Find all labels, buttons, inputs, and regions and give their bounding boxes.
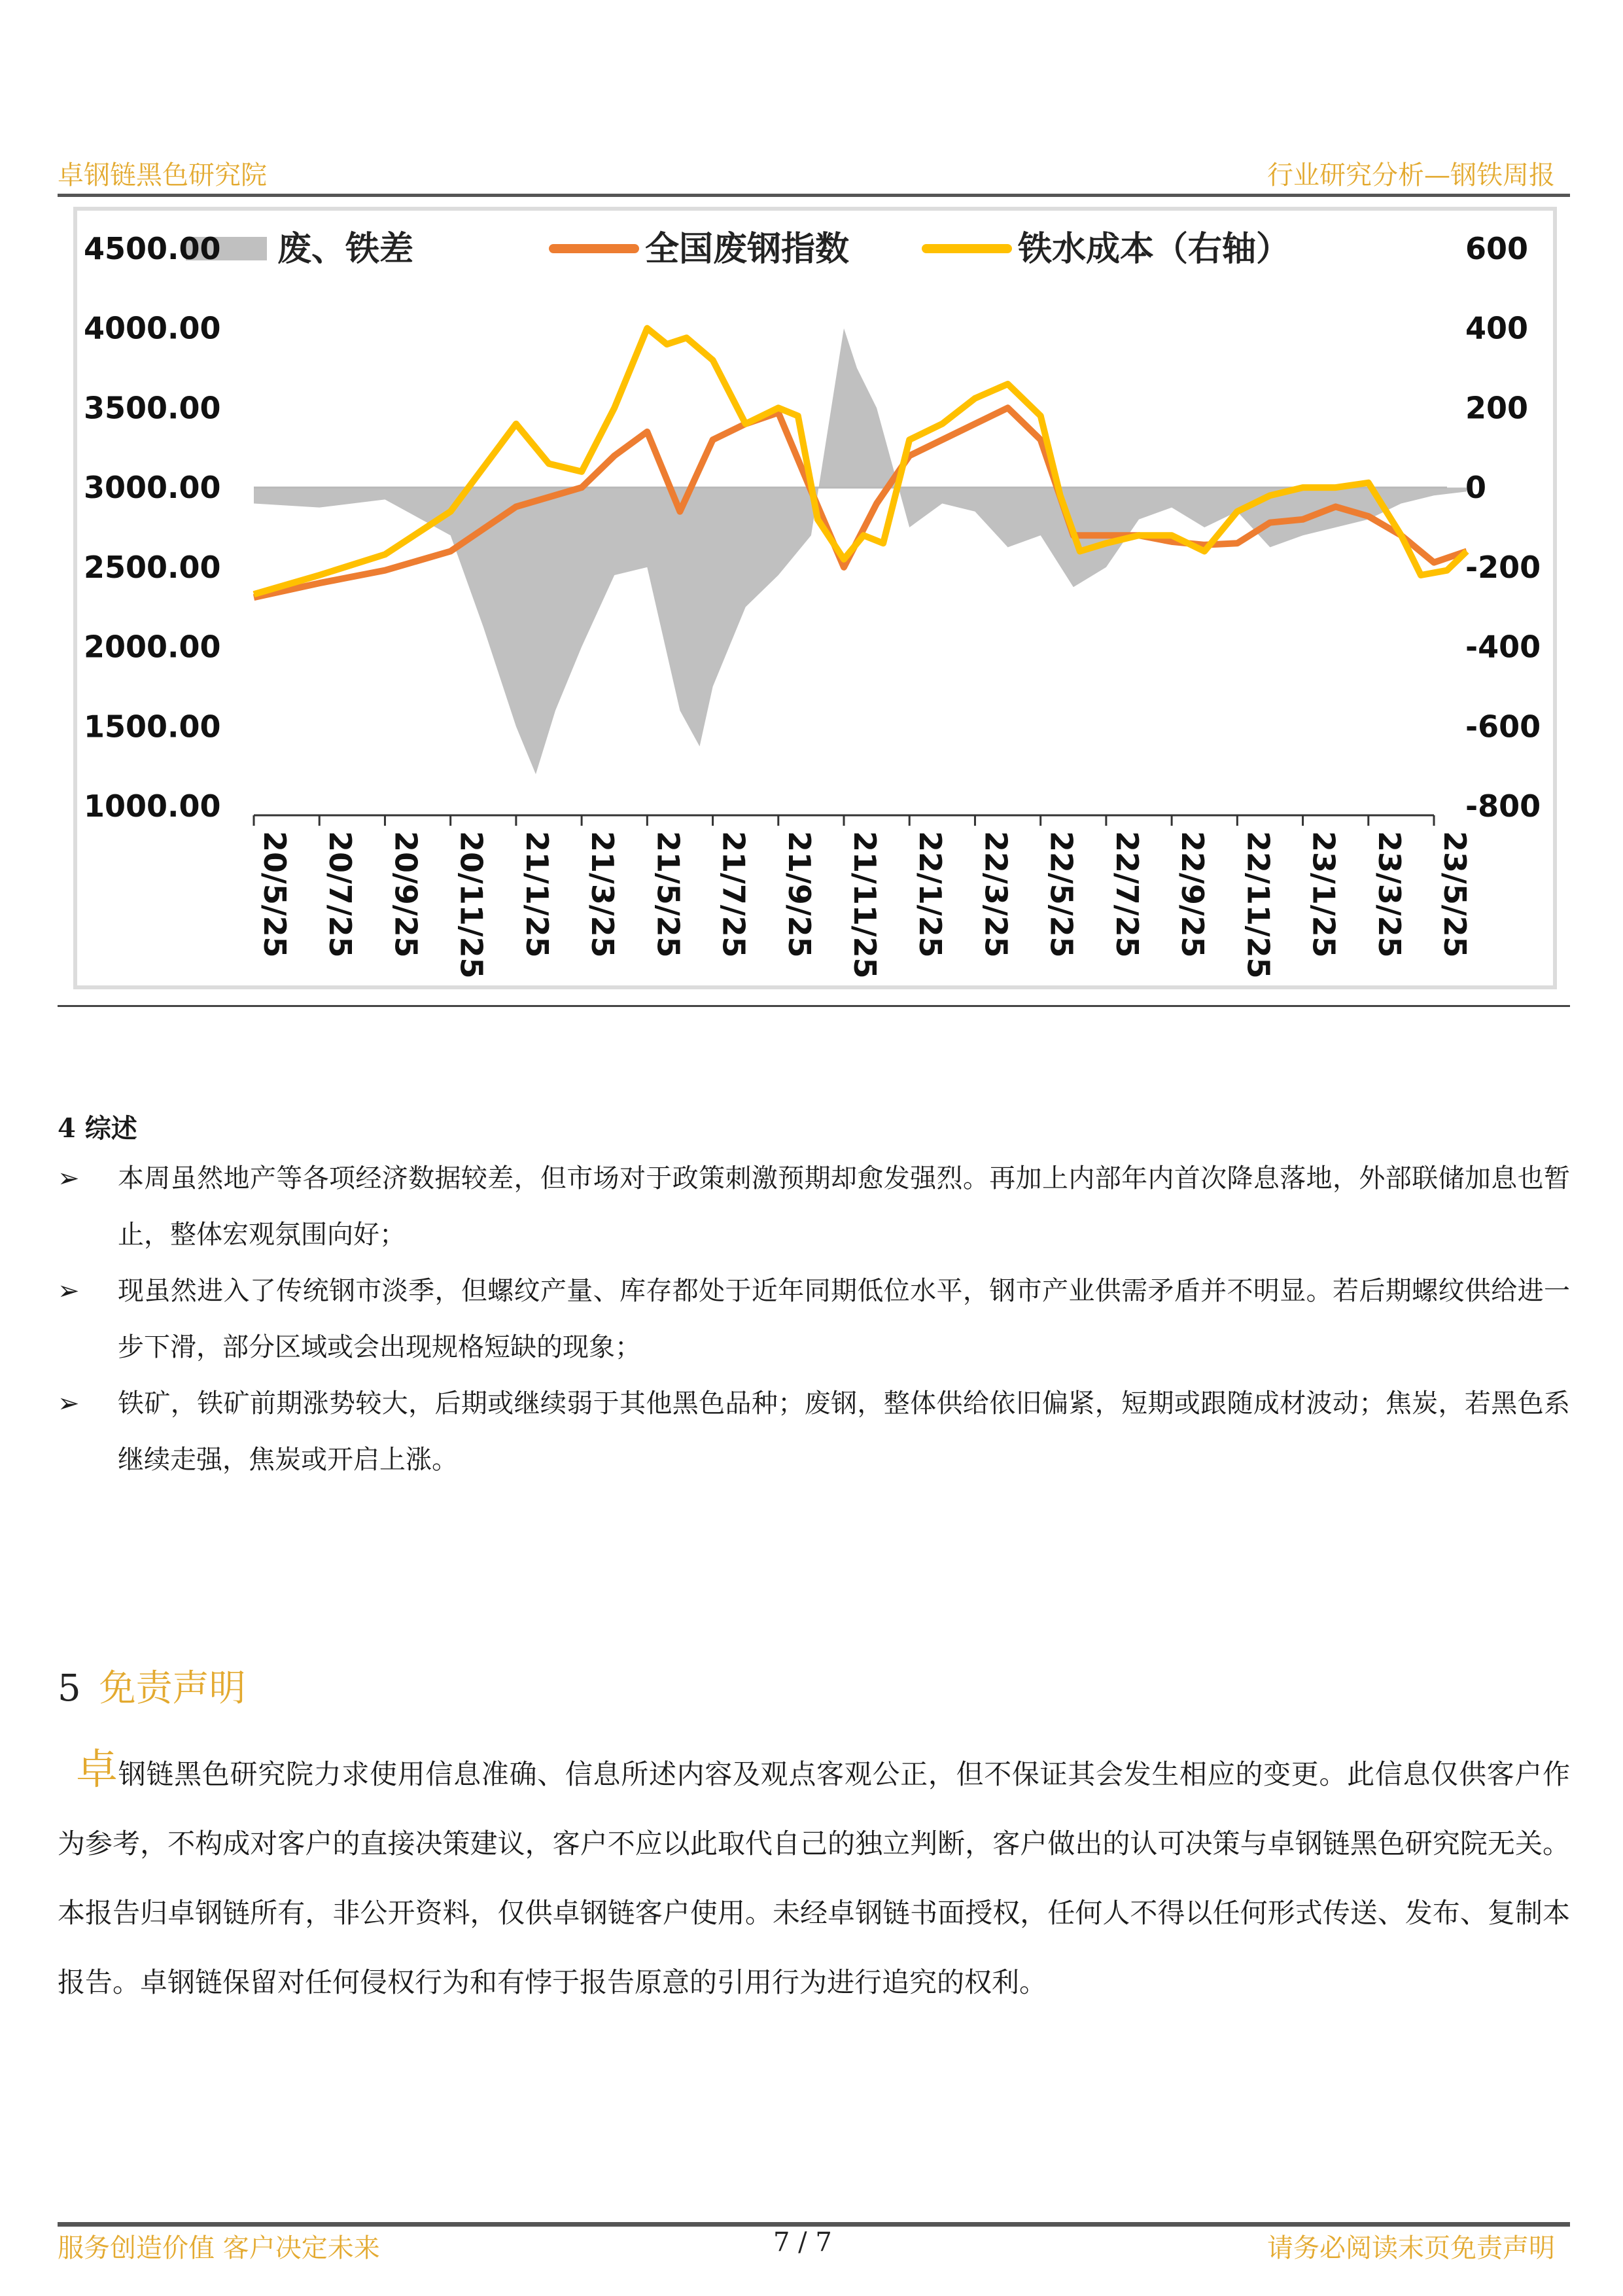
chart-bottom-divider — [58, 1005, 1570, 1007]
bullet-arrow-icon: ➢ — [58, 1163, 80, 1193]
x-axis-tick-label: 21/9/25 — [781, 831, 817, 958]
x-axis-tick-label: 21/5/25 — [650, 831, 686, 958]
left-axis-tick-label: 3500.00 — [84, 390, 221, 426]
right-axis-tick-label: 200 — [1465, 390, 1529, 426]
summary-bullet — [58, 1375, 1570, 1488]
right-axis-ticks — [1465, 231, 1541, 824]
summary-bullet — [58, 1150, 1570, 1263]
left-axis-tick-label: 3000.00 — [84, 470, 221, 506]
left-axis-tick-label: 4000.00 — [84, 310, 221, 346]
footer-slogan: 服务创造价值 客户决定未来 — [58, 2233, 380, 2263]
x-axis-tick-label: 20/11/25 — [453, 831, 489, 979]
right-axis-tick-label: 400 — [1465, 310, 1529, 346]
left-axis-tick-label: 2500.00 — [84, 549, 221, 585]
x-axis-tick-label: 22/9/25 — [1175, 831, 1211, 958]
x-axis-tick-label: 21/7/25 — [716, 831, 752, 958]
left-axis-tick-label: 4500.00 — [84, 231, 221, 266]
footer-disclaimer-notice: 请务必阅读末页免责声明 — [1267, 2233, 1555, 2263]
spread-area-series — [254, 328, 1467, 775]
x-axis-tick-label: 20/5/25 — [257, 831, 292, 958]
spread-area — [254, 328, 1467, 775]
summary-bullet-text: 铁矿，铁矿前期涨势较大，后期或继续弱于其他黑色品种；废钢，整体供给依旧偏紧，短期或跟随成材波动；焦炭，若黑色系继续走强，焦炭或开启上涨。 — [118, 1388, 1570, 1475]
x-axis-tick-label: 20/9/25 — [388, 831, 424, 958]
x-axis-tick-label: 22/3/25 — [978, 831, 1014, 958]
chart-frame — [73, 207, 1557, 989]
chart-legend — [186, 230, 1290, 269]
right-axis-tick-label: -400 — [1465, 629, 1541, 665]
x-axis-tick-label: 21/1/25 — [519, 831, 555, 958]
summary-bullet-text: 现虽然进入了传统钢市淡季，但螺纹产量、库存都处于近年同期低位水平，钢市产业供需矛盾并不明显。若后期螺纹供给进一步下滑，部分区域或会出现规格短缺的现象； — [118, 1276, 1570, 1362]
footer-page-number: 7 / 7 — [773, 2227, 832, 2257]
right-axis-tick-label: -600 — [1465, 709, 1541, 745]
x-axis-tick-label: 21/11/25 — [847, 831, 882, 979]
right-axis-tick-label: -800 — [1465, 788, 1541, 824]
summary-bullet — [58, 1263, 1570, 1375]
disclaimer-paragraph — [58, 1735, 1570, 2017]
summary-bullet-text: 本周虽然地产等各项经济数据较差，但市场对于政策刺激预期却愈发强烈。再加上内部年内首次降息落地，外部联储加息也暂止，整体宏观氛围向好； — [118, 1163, 1570, 1250]
header-divider — [58, 194, 1570, 197]
section-5-title: 免责声明 — [99, 1667, 246, 1710]
section-4-title: 4 综述 — [58, 1113, 137, 1144]
x-axis-tick-label: 20/7/25 — [323, 831, 358, 958]
legend-label: 铁水成本（右轴） — [1018, 230, 1291, 269]
x-axis-tick-label: 23/1/25 — [1306, 831, 1342, 958]
disclaimer-body: 钢链黑色研究院力求使用信息准确、信息所述内容及观点客观公正，但不保证其会发生相应的变更。此信息仅供客户作为参考，不构成对客户的直接决策建议，客户不应以此取代自己的独立判断，客户做出的认可决策与卓钢链黑色研究院无关。本报告归卓钢链所有，非公开资料，仅供卓钢链客户使用。未经卓钢链书面授权，任何人不得以任何形式传送、发布、复制本报告。卓钢链保留对任何侵权行为和有悖于报告原意的引用行为进行追究的权利。 — [58, 1758, 1571, 1998]
x-axis-tick-label: 22/11/25 — [1240, 831, 1276, 979]
legend-label: 废、铁差 — [277, 230, 414, 269]
legend-label: 全国废钢指数 — [645, 230, 850, 269]
x-axis — [254, 815, 1473, 979]
bullet-arrow-icon: ➢ — [58, 1276, 80, 1306]
header-org-name: 卓钢链黑色研究院 — [58, 160, 267, 190]
x-axis-tick-label: 22/5/25 — [1043, 831, 1079, 958]
x-axis-tick-label: 21/3/25 — [585, 831, 621, 958]
x-axis-tick-label: 23/3/25 — [1371, 831, 1407, 958]
disclaimer-dropcap: 卓 — [76, 1746, 118, 1794]
right-axis-tick-label: 0 — [1465, 470, 1487, 506]
section-5-number: 5 — [58, 1667, 81, 1710]
left-axis-tick-label: 1000.00 — [84, 788, 221, 824]
x-axis-tick-label: 22/1/25 — [913, 831, 949, 958]
section-5-heading — [58, 1659, 246, 1712]
left-axis-ticks — [84, 231, 221, 824]
scrap-iron-chart — [77, 211, 1553, 985]
x-axis-tick-label: 23/5/25 — [1437, 831, 1473, 958]
footer-divider — [58, 2222, 1570, 2227]
left-axis-tick-label: 2000.00 — [84, 629, 221, 665]
left-axis-tick-label: 1500.00 — [84, 709, 221, 745]
x-axis-tick-label: 22/7/25 — [1109, 831, 1145, 958]
bullet-arrow-icon: ➢ — [58, 1388, 80, 1419]
header-report-title: 行业研究分析—钢铁周报 — [1267, 160, 1555, 190]
right-axis-tick-label: 600 — [1465, 231, 1529, 266]
right-axis-tick-label: -200 — [1465, 549, 1541, 585]
